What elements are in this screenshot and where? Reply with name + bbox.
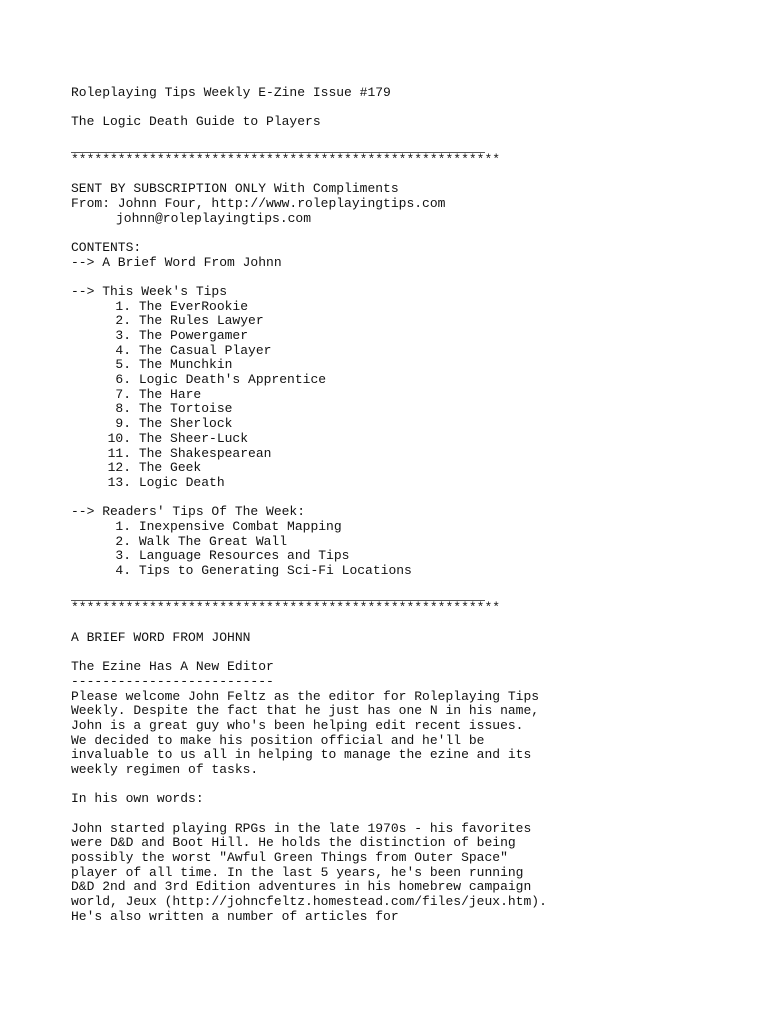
subscription-line: SENT BY SUBSCRIPTION ONLY With Compliments	[71, 181, 399, 197]
paragraph-line: weekly regimen of tasks.	[71, 761, 259, 777]
list-item: 11. The Shakespearean	[107, 445, 272, 461]
list-item: 3. The Powergamer	[115, 328, 249, 343]
tips-list	[71, 300, 751, 491]
list-item: 7. The Hare	[115, 386, 202, 402]
list-item: 1. Inexpensive Combat Mapping	[115, 518, 342, 534]
list-item: 8. The Tortoise	[115, 401, 233, 417]
list-item: 4. The Casual Player	[115, 342, 272, 358]
list-item: 12. The Geek	[107, 460, 202, 476]
contents-heading: CONTENTS:	[71, 239, 142, 255]
contents-item-weeks-tips: --> This Week's Tips	[71, 283, 228, 299]
list-item: 6. Logic Death's Apprentice	[115, 372, 327, 388]
list-item: 10. The Sheer-Luck	[107, 430, 249, 446]
paragraph-line: Please welcome John Feltz as the editor for Roleplaying Tips	[71, 688, 540, 704]
paragraph-line: Weekly. Despite the fact that he just has one N in his name,	[71, 703, 540, 719]
list-item: 3. Language Resources and Tips	[115, 548, 350, 564]
contents-item-brief-word: --> A Brief Word From Johnn	[71, 254, 282, 270]
list-item: 2. The Rules Lawyer	[115, 313, 264, 329]
paragraph-line: John started playing RPGs in the late 1970s - his favorites	[71, 820, 532, 836]
list-item: 9. The Sherlock	[115, 416, 233, 432]
paragraph-line: He's also written a number of articles for	[71, 908, 399, 924]
subsection-underline: --------------------------	[71, 673, 274, 689]
paragraph-line: were D&D and Boot Hill. He holds the distinction of being	[71, 835, 516, 851]
readers-tips-list	[71, 520, 751, 579]
paragraph-line: We decided to make his position official and he'll be	[71, 732, 485, 748]
separator-stars-top: *******************************************************	[71, 151, 501, 167]
document-subtitle: The Logic Death Guide to Players	[71, 114, 321, 130]
own-words-line: In his own words:	[71, 791, 204, 807]
issue-title: Roleplaying Tips Weekly E-Zine Issue #179	[71, 85, 391, 100]
subsection-title: The Ezine Has A New Editor	[71, 659, 274, 675]
paragraph-line: invaluable to us all in helping to manage the ezine and its	[71, 747, 532, 763]
email-line: johnn@roleplayingtips.com	[116, 210, 312, 226]
paragraph-editor-bio	[71, 822, 751, 925]
list-item: 5. The Munchkin	[115, 357, 233, 373]
paragraph-line: D&D 2nd and 3rd Edition adventures in his homebrew campaign	[71, 879, 532, 895]
section-heading: A BRIEF WORD FROM JOHNN	[71, 629, 251, 645]
list-item: 4. Tips to Generating Sci-Fi Locations	[115, 563, 412, 578]
separator-stars-bottom: *******************************************************	[71, 600, 501, 616]
paragraph-editor-welcome	[71, 690, 751, 778]
contents-item-readers-tips: --> Readers' Tips Of The Week:	[71, 504, 306, 520]
list-item: 1. The EverRookie	[115, 298, 249, 314]
list-item: 13. Logic Death	[107, 474, 225, 490]
paragraph-line: world, Jeux (http://johncfeltz.homestead.com/files/jeux.htm).	[71, 894, 547, 910]
from-line: From: Johnn Four, http://www.roleplayingtips.com	[71, 195, 446, 211]
document-page	[71, 86, 751, 925]
list-item: 2. Walk The Great Wall	[115, 533, 288, 549]
paragraph-line: John is a great guy who's been helping edit recent issues.	[71, 717, 524, 733]
paragraph-line: player of all time. In the last 5 years, he's been running	[71, 864, 524, 880]
paragraph-line: possibly the worst "Awful Green Things from Outer Space"	[71, 850, 508, 866]
